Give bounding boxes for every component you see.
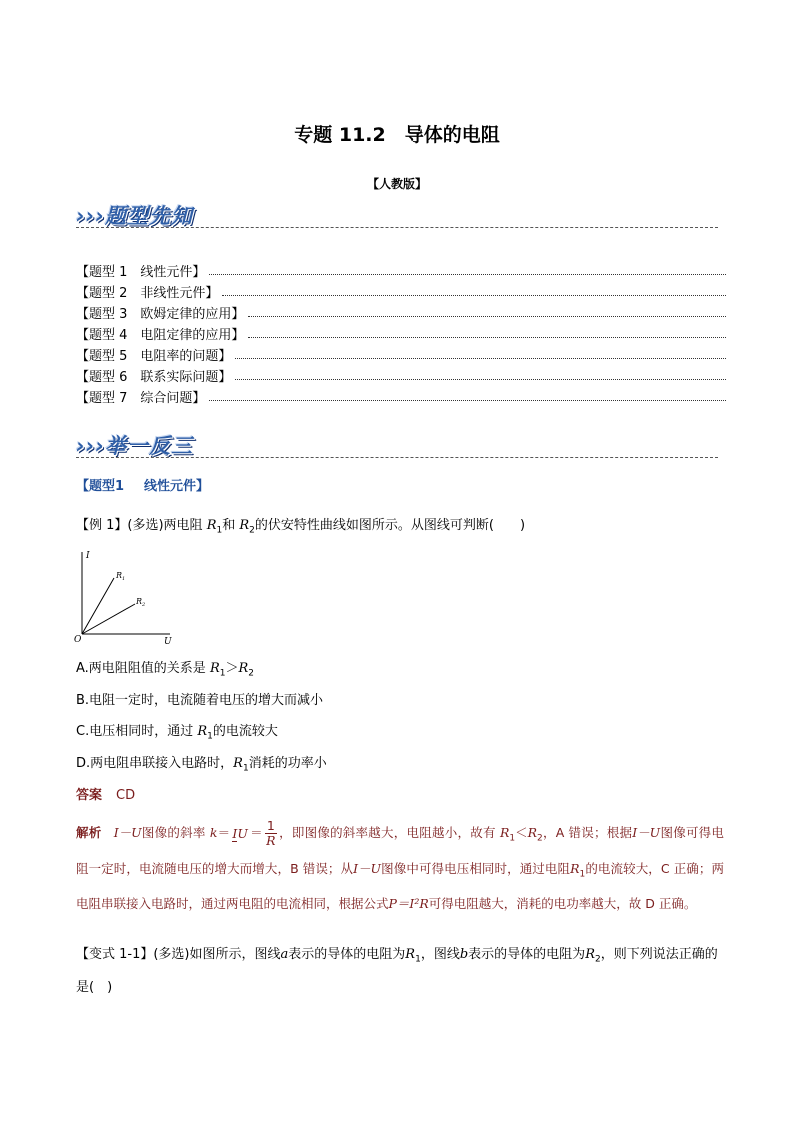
variant-text: 表示的导体的电阻为 — [288, 947, 406, 962]
numerator: I — [232, 825, 238, 841]
variant-text: 【变式 1-1】(多选)如图所示，图线 — [76, 947, 281, 962]
analysis-text: 图像中可得电压相同时，通过电阻 — [381, 860, 571, 876]
variant-question — [76, 941, 724, 1001]
toc-item-label: 【题型 3 欧姆定律的应用】 — [76, 303, 248, 322]
practice-banner — [76, 430, 718, 458]
dashed-divider — [76, 457, 718, 458]
subscript: 2 — [248, 668, 255, 679]
symbol-b: b — [459, 947, 469, 962]
equals: ＝ — [249, 825, 263, 840]
edition-label: 【人教版】 — [366, 177, 427, 191]
fraction-1-over-r — [265, 819, 277, 848]
power-formula: P＝I²R — [388, 896, 429, 911]
symbol-r: R — [499, 825, 510, 840]
toc-item[interactable] — [76, 343, 726, 364]
answer-line — [76, 784, 135, 803]
toc-leader — [235, 379, 726, 380]
subscript: 2 — [537, 833, 543, 844]
equals: ＝ — [217, 825, 231, 840]
option-text: D.两电阻串联接入电路时， — [76, 756, 234, 771]
toc-item-label: 【题型 2 非线性元件】 — [76, 282, 222, 301]
iu-graph — [70, 546, 180, 646]
section-heading-topic: 线性元件】 — [144, 479, 210, 494]
subscript: 1 — [242, 763, 249, 774]
section-heading-number: 【题型1 — [76, 479, 125, 494]
example-mid: 和 — [222, 518, 240, 533]
analysis-text: ，即图像的斜率越大，电阻越小，故有 — [278, 825, 500, 840]
line-r2 — [82, 604, 135, 634]
toc-item[interactable] — [76, 322, 726, 343]
page-title: 专题 11.2 导体的电阻 — [294, 124, 500, 146]
symbol-r: R — [209, 661, 220, 676]
subscript: 2 — [594, 954, 601, 965]
toc-item[interactable] — [76, 385, 726, 406]
symbol-r: R — [206, 518, 217, 533]
analysis-label: 解析 — [76, 825, 102, 840]
toc-item-label: 【题型 4 电阻定律的应用】 — [76, 324, 248, 343]
origin-label: O — [74, 635, 82, 645]
preview-banner — [76, 200, 718, 228]
toc-list — [76, 259, 726, 406]
toc-item[interactable] — [76, 259, 726, 280]
x-axis-label: U — [164, 637, 172, 646]
toc-item-label: 【题型 5 电阻率的问题】 — [76, 345, 235, 364]
relation: ＞ — [225, 661, 239, 676]
numerator: 1 — [266, 818, 275, 833]
answer-label: 答案 — [76, 788, 103, 803]
practice-banner-text: ›››举一反三 — [76, 434, 193, 458]
symbol-r: R — [233, 756, 243, 771]
option-d[interactable] — [76, 752, 726, 774]
line-r1 — [82, 578, 114, 634]
toc-item-label: 【题型 1 线性元件】 — [76, 261, 209, 280]
analysis-text: ，A 错误；根据 — [542, 825, 633, 840]
symbol-r: R — [405, 947, 416, 962]
option-text: B.电阻一定时，电流随着电压的增大而减小 — [76, 693, 324, 708]
symbol-r: R — [527, 825, 538, 840]
subscript: 1 — [415, 954, 421, 965]
symbol-r: R — [585, 947, 595, 962]
denominator: R — [266, 833, 276, 848]
relation: ＜ — [515, 825, 528, 840]
symbol-a: a — [280, 947, 289, 962]
answer-value: CD — [116, 788, 136, 803]
toc-item[interactable] — [76, 280, 726, 301]
fraction-i-over-u — [232, 827, 248, 841]
subscript: 1 — [207, 731, 213, 742]
example-prefix: 【例 1】(多选)两电阻 — [76, 518, 207, 533]
analysis-text: 图像的斜率 — [141, 825, 206, 840]
example-suffix: 的伏安特性曲线如图所示。从图线可判断( ) — [254, 518, 526, 533]
toc-leader — [248, 337, 726, 338]
r1-label: $R_1$ — [116, 571, 126, 582]
symbol-r: R — [238, 661, 249, 676]
option-text: C.电压相同时，通过 — [76, 724, 198, 739]
r2-label: $R_2$ — [136, 597, 146, 608]
option-text: 的电流较大 — [212, 724, 278, 739]
option-a[interactable] — [76, 657, 726, 679]
toc-item-label: 【题型 6 联系实际问题】 — [76, 366, 235, 385]
toc-item-label: 【题型 7 综合问题】 — [76, 387, 209, 406]
option-text: A.两电阻阻值的关系是 — [76, 661, 210, 676]
iu-symbol: I－U — [113, 825, 142, 840]
toc-item[interactable] — [76, 301, 726, 322]
analysis-text: 图像可得电阻一定时，电流随电压的增大而增大，B 错误；从 — [76, 825, 724, 876]
subscript: 1 — [216, 525, 223, 536]
section-heading — [76, 475, 209, 494]
preview-banner-text: ›››题型先知 — [76, 204, 193, 228]
toc-leader — [222, 295, 726, 296]
subscript: 2 — [249, 525, 255, 536]
denominator: U — [237, 825, 248, 841]
toc-leader — [209, 274, 726, 275]
option-text: 消耗的功率小 — [248, 756, 327, 771]
toc-item[interactable] — [76, 364, 726, 385]
toc-leader — [248, 316, 726, 317]
iu-symbol: I－U — [632, 825, 661, 840]
toc-leader — [235, 358, 726, 359]
subscript: 1 — [579, 869, 586, 879]
variant-text: 表示的导体的电阻为 — [468, 947, 586, 962]
analysis-paragraph — [76, 818, 724, 918]
symbol-r: R — [570, 860, 580, 876]
variant-text: ，则下列说法正确的是( ) — [76, 947, 718, 995]
example-question — [76, 514, 726, 536]
dashed-divider — [76, 227, 718, 228]
y-axis-label: I — [86, 551, 90, 561]
symbol-k: k — [209, 825, 218, 840]
variant-text: ，图线 — [420, 947, 460, 962]
toc-leader — [209, 400, 726, 401]
option-c[interactable] — [76, 720, 726, 742]
symbol-r: R — [239, 518, 250, 533]
subscript: 1 — [509, 833, 516, 844]
analysis-text: 的电流较大，C 正确；两电阻串联接入电路时，通过两电阻的电流相同，根据公式 — [76, 860, 724, 911]
option-b[interactable] — [76, 689, 726, 708]
iu-symbol: I－U — [353, 860, 382, 876]
analysis-text: 可得电阻越大，消耗的电功率越大，故 D 正确。 — [428, 896, 697, 911]
subscript: 1 — [219, 668, 226, 679]
symbol-r: R — [197, 724, 208, 739]
